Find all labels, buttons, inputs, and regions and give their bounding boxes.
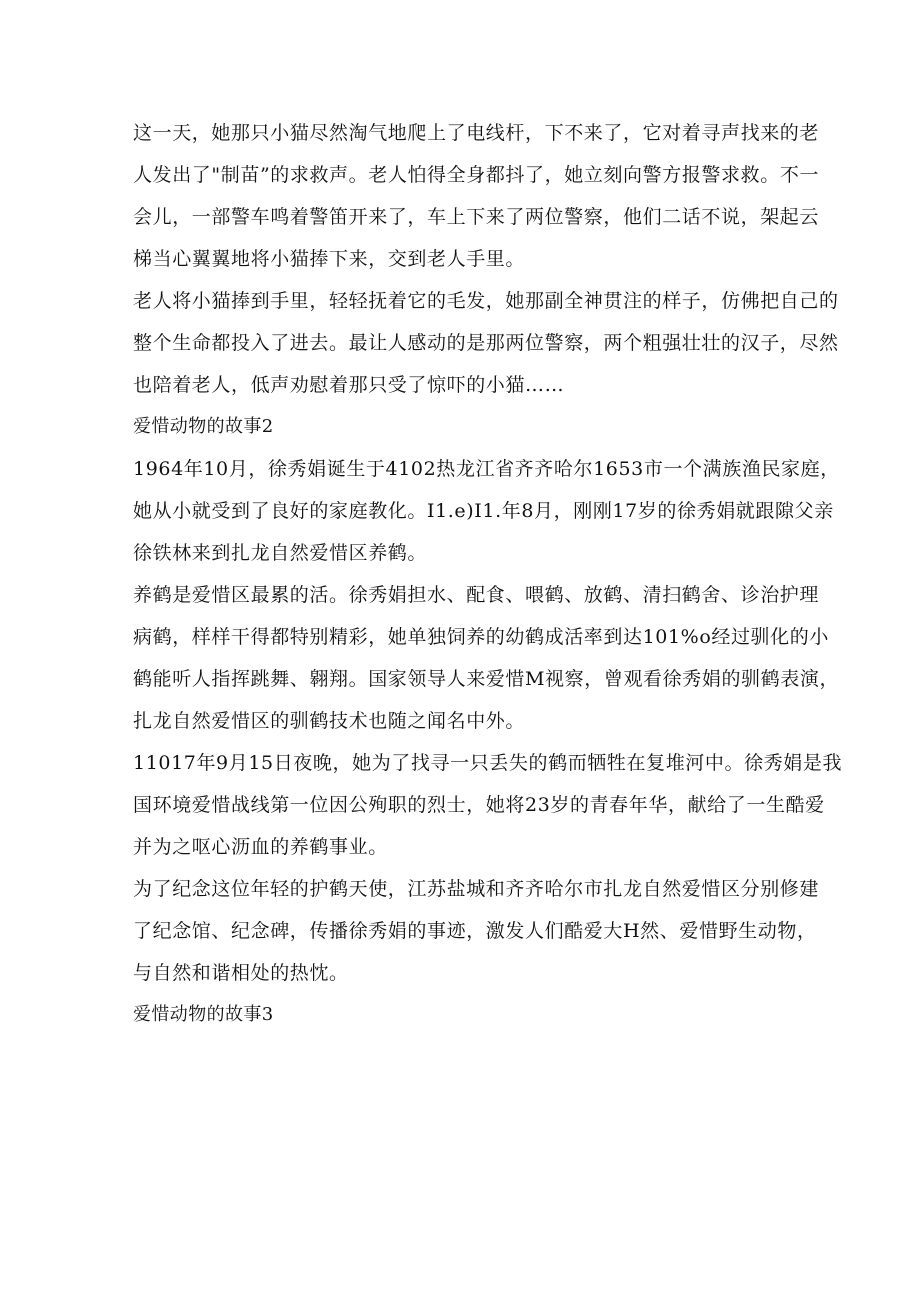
paragraph-kitten-rescue [133, 112, 820, 280]
text-line: 梯当心翼翼地将小猫捧下来，交到老人手里。 [133, 248, 526, 270]
text-line: 她从小就受到了良好的家庭教化。I1.e)I1.年8月，刚刚17岁的徐秀娟就跟隙父亲 [133, 500, 834, 522]
text-line: 整个生命都投入了进去。最让人感动的是那两位警察，两个粗强壮壮的汉子，尽然 [133, 332, 839, 354]
text-line: 老人将小猫捧到手里，轻轻抚着它的毛发，她那副全神贯注的样子，仿佛把自己的 [133, 290, 839, 312]
text-line: 养鹤是爱惜区最累的活。徐秀娟担水、配食、喂鹤、放鹤、清扫鹤舍、诊治护理 [133, 584, 820, 606]
text-line: 鹤能听人指挥跳舞、翱翔。国家领导人来爱惜M视察，曾观看徐秀娟的驯鹤表演， [133, 668, 840, 690]
text-line: 徐铁林来到扎龙自然爱惜区养鹤。 [133, 542, 428, 564]
paragraph-memorial [133, 868, 820, 994]
text-line: 病鹤，样样干得都特别精彩，她单独饲养的幼鹤成活率到达101%o经过驯化的小 [133, 626, 829, 648]
text-line: 扎龙自然爱惜区的驯鹤技术也随之闻名中外。 [133, 710, 526, 732]
section-heading-story-3 [133, 994, 805, 1036]
heading-text: 爱惜动物的故事2 [133, 416, 274, 437]
text-line: 人发出了"制苗”的求救声。老人怕得全身都抖了，她立刻向警方报警求救。不一 [133, 164, 820, 186]
text-line: 也陪着老人，低声劝慰着那只受了惊吓的小猫…… [133, 374, 565, 396]
text-line: 会儿，一部警车鸣着警笛开来了，车上下来了两位警察，他们二话不说，架起云 [133, 206, 820, 228]
text-line: 并为之呕心沥血的养鹤事业。 [133, 836, 388, 858]
text-line: 这一天，她那只小猫尽然淘气地爬上了电线杆，下不来了，它对着寻声找来的老 [133, 122, 820, 144]
paragraph-birth [133, 448, 840, 574]
paragraph-sacrifice [133, 742, 843, 868]
paragraph-old-lady [133, 280, 839, 406]
text-line: 国环境爱惜战线第一位因公殉职的烈士，她将23岁的青春年华，献给了一生酷爱 [133, 794, 825, 816]
section-heading-story-2 [133, 406, 805, 448]
paragraph-crane-raising [133, 574, 840, 742]
document-body [133, 112, 843, 1036]
text-line: 了纪念馆、纪念碑，传播徐秀娟的事迹，激发人们酷爱大H然、爱惜野生动物， [133, 920, 817, 942]
text-line: 为了纪念这位年轻的护鹤天使，江苏盐城和齐齐哈尔市扎龙自然爱惜区分别修建 [133, 878, 820, 900]
text-line: 1964年10月，徐秀娟诞生于4102热龙江省齐齐哈尔1653市一个满族渔民家庭， [133, 458, 840, 480]
text-line: 与自然和谐相处的热忱。 [133, 962, 349, 984]
heading-text: 爱惜动物的故事3 [133, 1004, 274, 1025]
text-line: 11017年9月15日夜晚，她为了找寻一只丢失的鹤而牺牲在复堆河中。徐秀娟是我 [133, 752, 843, 774]
